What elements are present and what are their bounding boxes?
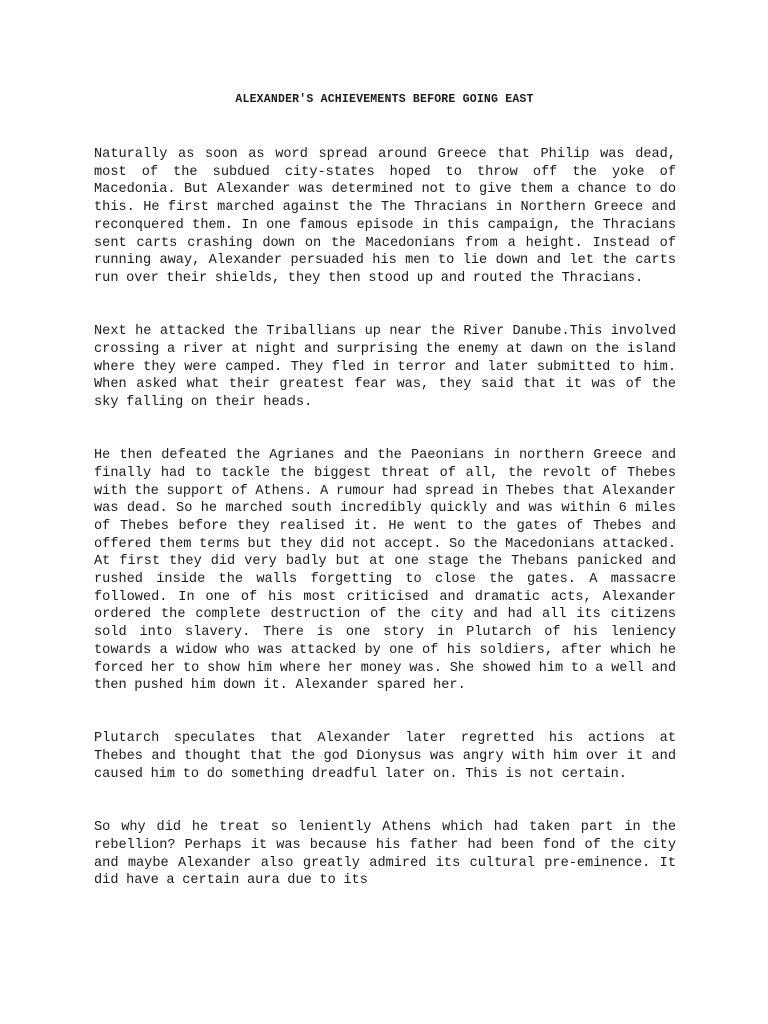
document-body bbox=[94, 146, 676, 925]
document-title: ALEXANDER'S ACHIEVEMENTS BEFORE GOING EAST bbox=[235, 93, 534, 106]
paragraph-plutarch: Plutarch speculates that Alexander later regretted his actions at Thebes and thought that the god Dionysus was angry with him over it and caused him to do something dreadful later on. This is not certain. bbox=[94, 731, 676, 782]
paragraph-athens: So why did he treat so leniently Athens which had taken part in the rebellion? Perhaps it was because his father had been fond of the city and maybe Alexander also greatly admired its cultural pre-eminence. It did have a certain aura due to its bbox=[94, 820, 676, 889]
paragraph-triballians: Next he attacked the Triballians up near the River Danube.This involved crossing a river at night and surprising the enemy at dawn on the island where they were camped. They fled in terror and later submitted to him. When asked what their greatest fear was, they said that it was of the sky falling on their heads. bbox=[94, 324, 676, 410]
paragraph-thracians: Naturally as soon as word spread around Greece that Philip was dead, most of the subdued city-states hoped to throw off the yoke of Macedonia. But Alexander was determined not to give them a chance to do this. He first marched against the The Thracians in Northern Greece and reconquered them. In one famous episode in this campaign, the Thracians sent carts crashing down on the Macedonians from a height. Instead of running away, Alexander persuaded his men to lie down and let the carts run over their shields, they then stood up and routed the Thracians. bbox=[94, 147, 676, 286]
paragraph-thebes: He then defeated the Agrianes and the Paeonians in northern Greece and finally had to tackle the biggest threat of all, the revolt of Thebes with the support of Athens. A rumour had spread in Thebes that Alexander was dead. So he marched south incredibly quickly and was within 6 miles of Thebes before they realised it. He went to the gates of Thebes and offered them terms but they did not accept. So the Macedonians attacked. At first they did very badly but at one stage the Thebans panicked and rushed inside the walls forgetting to close the gates. A massacre followed. In one of his most criticised and dramatic acts, Alexander ordered the complete destruction of the city and had all its citizens sold into slavery. There is one story in Plutarch of his leniency towards a widow who was attacked by one of his soldiers, after which he forced her to show him where her money was. She showed him to a well and then pushed him down it. Alexander spared her. bbox=[94, 448, 676, 694]
